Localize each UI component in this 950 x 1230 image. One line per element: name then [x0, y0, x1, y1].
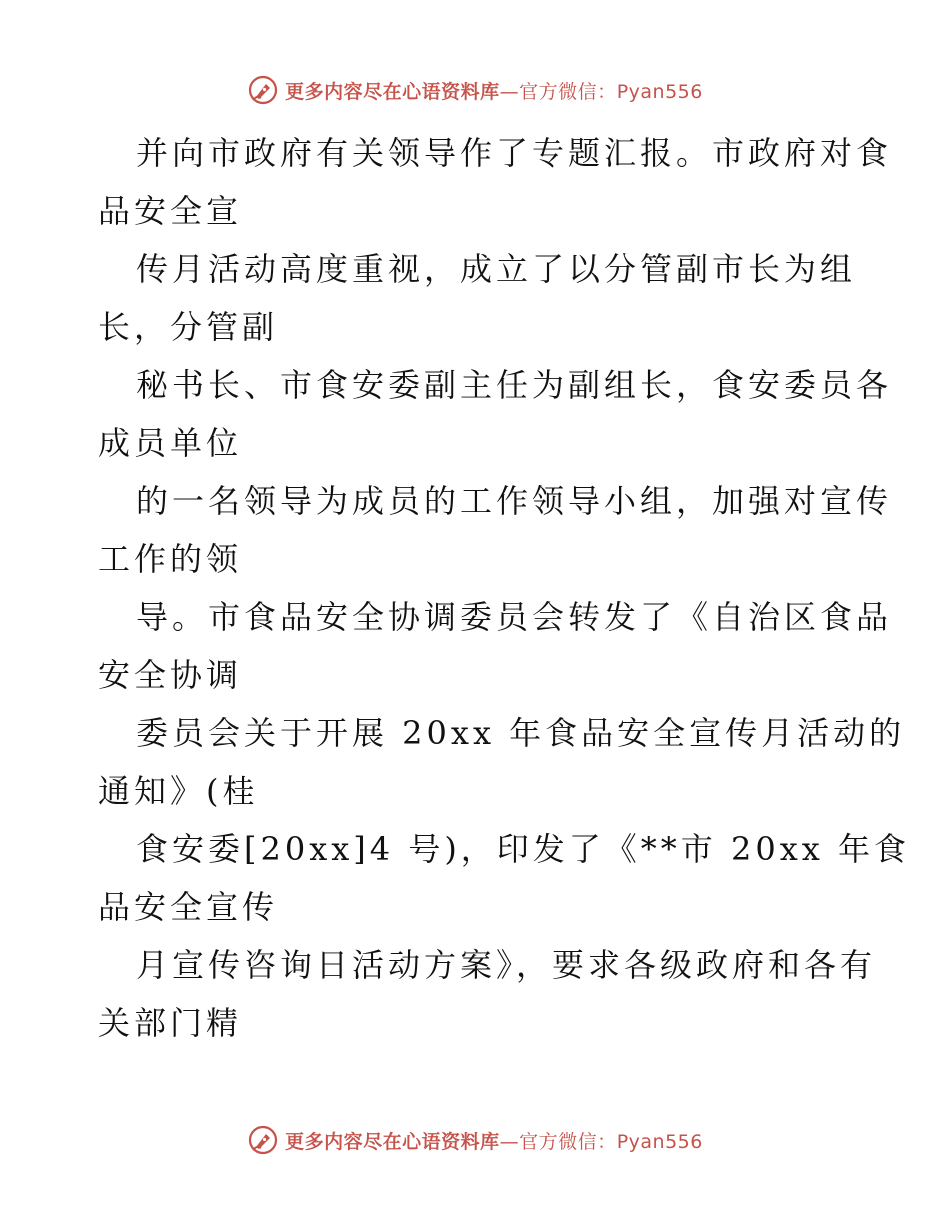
- text-line: 传月活动高度重视，成立了以分管副市长为组: [136, 250, 857, 288]
- footer-watermark: [0, 1120, 950, 1160]
- text-line: 品安全宣传: [98, 888, 279, 926]
- watermark-separator: —: [499, 1130, 520, 1153]
- watermark-separator: —: [499, 80, 520, 103]
- pen-nib-logo-icon: [247, 1124, 279, 1156]
- watermark-wechat-label: 官方微信：: [519, 80, 617, 103]
- watermark-wechat-label: 官方微信：: [519, 1130, 617, 1153]
- watermark-text: [285, 77, 703, 104]
- text-line: 并向市政府有关领导作了专题汇报。市政府对食: [136, 134, 893, 172]
- document-body: [98, 124, 910, 1052]
- text-line: 导。市食品安全协调委员会转发了《自治区食品: [136, 598, 893, 636]
- watermark-wechat-id: Pyan556: [616, 1130, 703, 1153]
- pen-nib-logo-icon: [247, 74, 279, 106]
- text-line: 食安委[20xx]4 号)，印发了《**市 20xx 年食: [136, 830, 910, 868]
- text-line: 成员单位: [98, 424, 243, 462]
- text-line: 安全协调: [98, 656, 243, 694]
- text-line: 秘书长、市食安委副主任为副组长，食安委员各: [136, 366, 893, 404]
- watermark-text: [285, 1127, 703, 1154]
- text-line: 品安全宣: [98, 192, 243, 230]
- text-line: 长，分管副: [98, 308, 279, 346]
- text-line: 的一名领导为成员的工作领导小组，加强对宣传: [136, 482, 893, 520]
- watermark-main-text: 更多内容尽在心语资料库: [285, 80, 500, 103]
- text-line: 通知》(桂: [98, 772, 259, 810]
- text-line: 关部门精: [98, 1004, 243, 1042]
- watermark-wechat-id: Pyan556: [616, 80, 703, 103]
- header-watermark: [0, 70, 950, 110]
- text-line: 委员会关于开展 20xx 年食品安全宣传月活动的: [136, 714, 906, 752]
- watermark-main-text: 更多内容尽在心语资料库: [285, 1130, 500, 1153]
- text-line: 月宣传咨询日活动方案》，要求各级政府和各有: [136, 946, 877, 984]
- text-line: 工作的领: [98, 540, 243, 578]
